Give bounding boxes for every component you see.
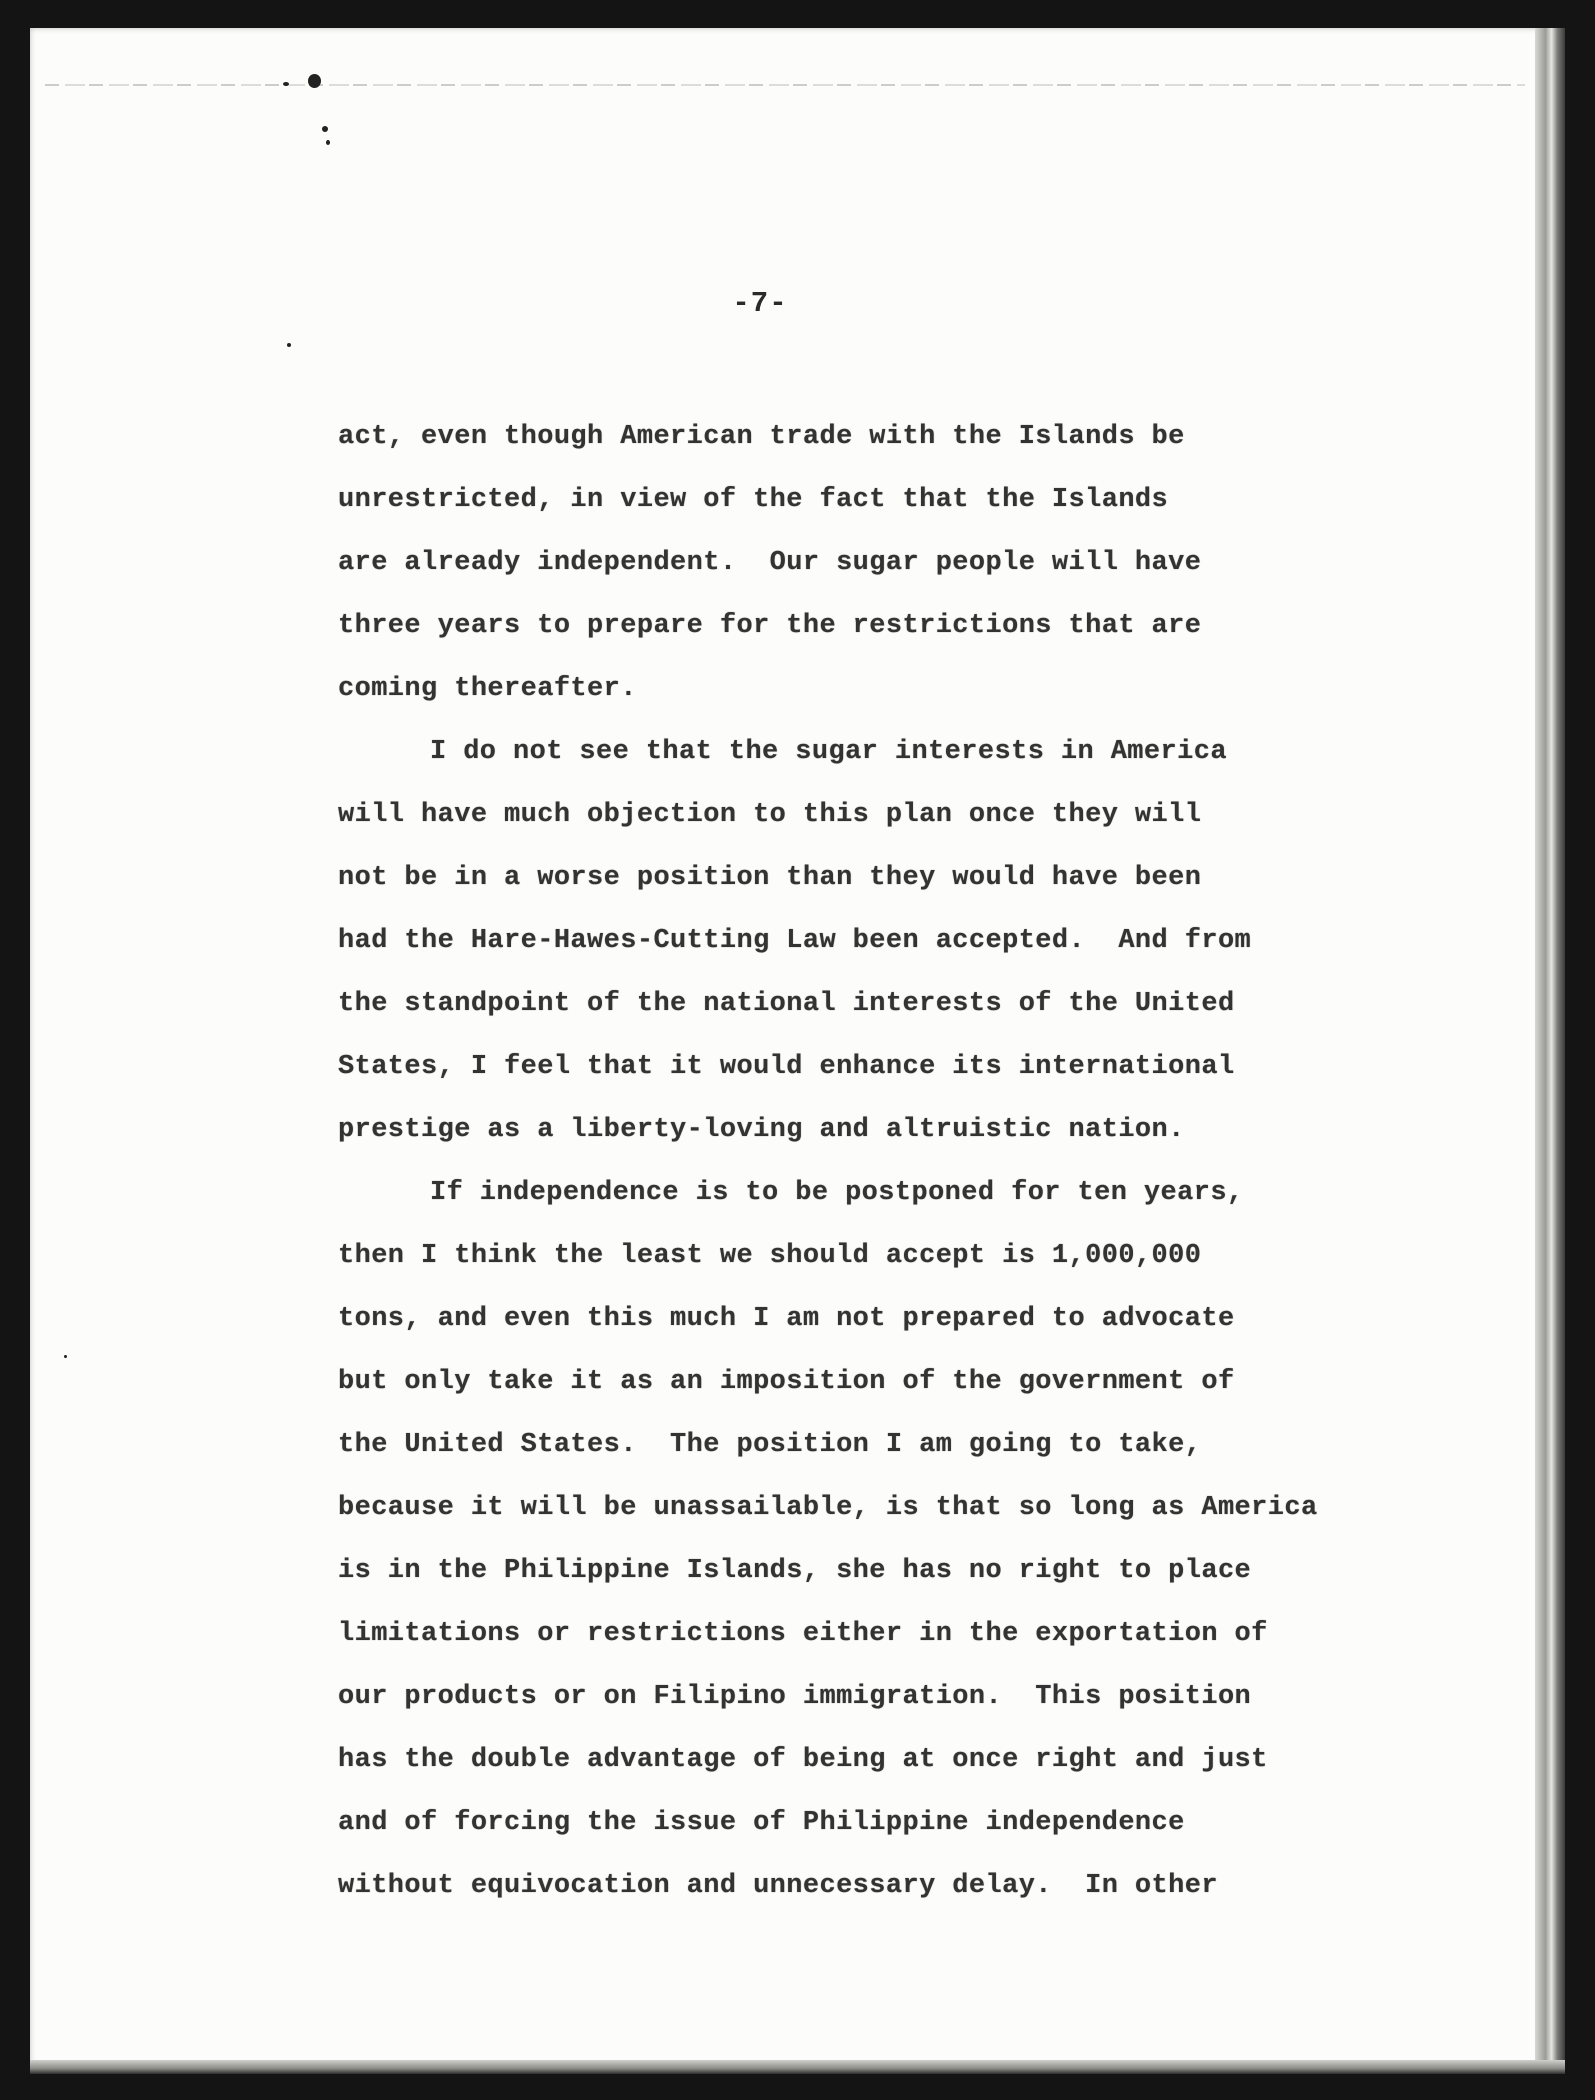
text-line: tons, and even this much I am not prepared to advocate — [338, 1304, 1235, 1334]
letter-body — [338, 414, 1458, 1926]
text-line: is in the Philippine Islands, she has no right to place — [338, 1556, 1252, 1586]
text-line: act, even though American trade with the Islands be — [338, 422, 1185, 452]
paper-edge-right — [1535, 28, 1565, 2073]
text-line: our products or on Filipino immigration. This position — [338, 1682, 1252, 1712]
text-line: not be in a worse position than they would have been — [338, 863, 1202, 893]
text-line: the United States. The position I am going to take, — [338, 1430, 1202, 1460]
ink-speck — [326, 140, 330, 145]
text-line: unrestricted, in view of the fact that the Islands — [338, 485, 1169, 515]
text-line: limitations or restrictions either in the exportation of — [338, 1619, 1268, 1649]
text-line: then I think the least we should accept is 1,000,000 — [338, 1241, 1202, 1271]
ink-speck — [308, 74, 321, 88]
page-top-rule — [45, 84, 1525, 86]
text-line: the standpoint of the national interests of the United — [338, 989, 1235, 1019]
ink-speck — [322, 126, 328, 132]
ink-speck — [64, 1355, 67, 1358]
text-line: three years to prepare for the restrictions that are — [338, 611, 1202, 641]
text-line: because it will be unassailable, is that so long as America — [338, 1493, 1318, 1523]
text-line: States, I feel that it would enhance its international — [338, 1052, 1235, 1082]
text-line: prestige as a liberty-loving and altruistic nation. — [338, 1115, 1185, 1145]
ink-speck — [287, 343, 291, 347]
paragraph-start-line: If independence is to be postponed for ten years, — [430, 1178, 1244, 1208]
paragraph-start-line: I do not see that the sugar interests in America — [430, 737, 1227, 767]
text-line: and of forcing the issue of Philippine independence — [338, 1808, 1185, 1838]
text-line: are already independent. Our sugar people will have — [338, 548, 1202, 578]
text-line: coming thereafter. — [338, 674, 637, 704]
paper-edge-bottom — [30, 2060, 1565, 2074]
text-line: without equivocation and unnecessary delay. In other — [338, 1871, 1218, 1901]
text-line: had the Hare-Hawes-Cutting Law been accepted. And from — [338, 926, 1252, 956]
text-line: but only take it as an imposition of the government of — [338, 1367, 1235, 1397]
text-line: will have much objection to this plan once they will — [338, 800, 1202, 830]
ink-speck — [283, 82, 289, 86]
text-line: has the double advantage of being at once right and just — [338, 1745, 1268, 1775]
page-number: -7- — [732, 287, 788, 320]
